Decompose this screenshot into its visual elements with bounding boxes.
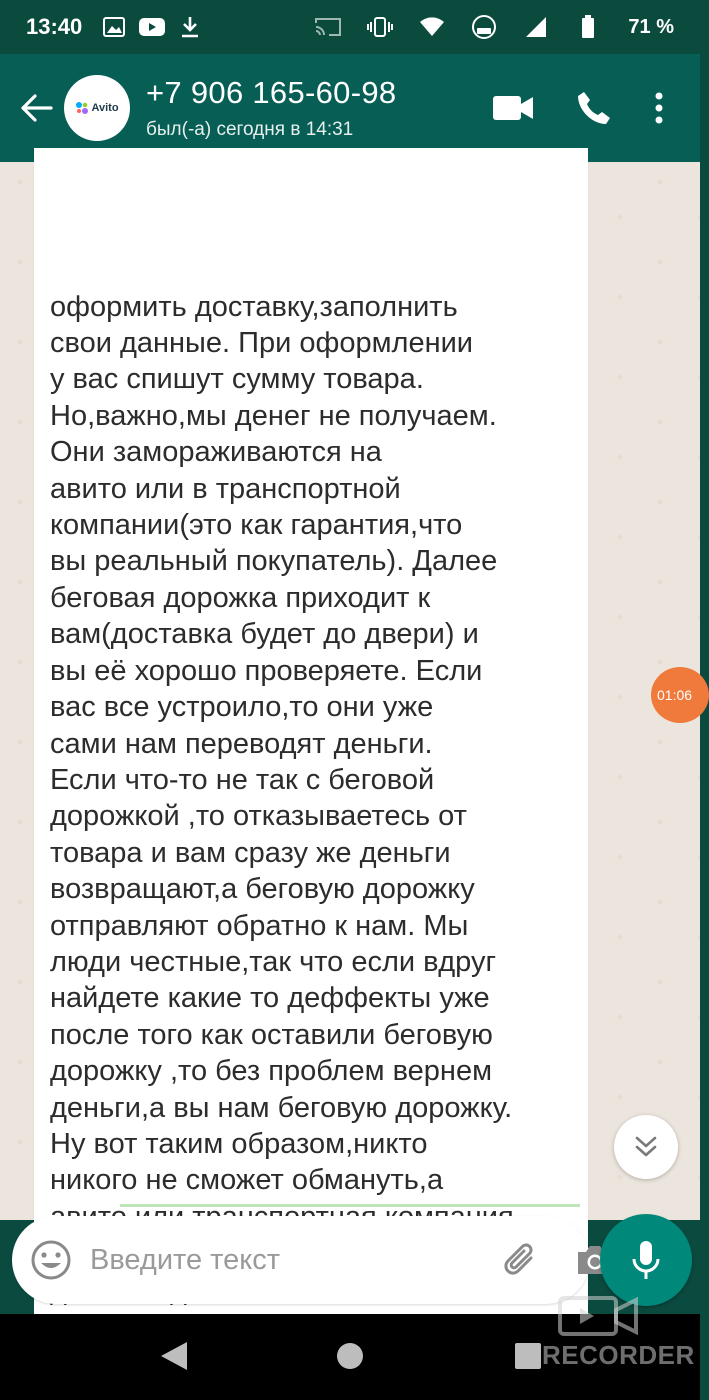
- attach-button[interactable]: [501, 1236, 541, 1284]
- contact-info[interactable]: [146, 75, 492, 141]
- more-options-button[interactable]: [654, 91, 664, 125]
- arrow-left-icon: [19, 93, 53, 123]
- avito-logo-icon: [75, 101, 89, 115]
- circle-home-icon: [335, 1341, 365, 1371]
- signal-icon: [524, 16, 548, 38]
- message-composer: [12, 1216, 590, 1304]
- chat-header: [0, 54, 700, 162]
- last-seen: был(-а) сегодня в 14:31: [146, 119, 354, 140]
- message-text: оформить доставку,заполнить свои данные. При оформлении у вас спишут сумму товара. Но,важно,мы денег не получаем. Они замораживаются на авито или в транспортной компании(это как гарантия,что вы реальный покупатель). Далее беговая дорожка приходит к вам(доставка будет до двери) и вы её хорошо проверяете. Если вас все устроило,то они уже сами нам переводят деньги. Если что-то не так с беговой дорожкой ,то отказываетесь от товара и вам сразу же деньги возвращают,а беговую дорожку отправляют обратно к нам. Мы люди честные,так что если вдруг найдете какие то деффекты уже после того как оставили беговую дорожку ,то без проблем вернем деньги,а вы нам беговую дорожку. Ну вот таким образом,никто никого не сможет обмануть,а: [50, 290, 513, 1197]
- paperclip-icon: [501, 1240, 541, 1280]
- vibrate-icon: [368, 16, 392, 38]
- emoji-icon: [30, 1239, 72, 1281]
- battery-percent: 71 %: [628, 15, 674, 38]
- avatar[interactable]: [64, 75, 130, 141]
- youtube-icon: [140, 16, 164, 38]
- volte-icon: [472, 16, 496, 38]
- gallery-icon: [102, 16, 126, 38]
- video-recorder-icon: [556, 1288, 646, 1338]
- cast-icon: [316, 16, 340, 38]
- back-button[interactable]: [8, 78, 64, 138]
- message-bubble[interactable]: [34, 148, 588, 1350]
- recording-timer-badge[interactable]: 01:06: [651, 667, 709, 723]
- voice-call-button[interactable]: [576, 90, 612, 126]
- contact-name: +7 906 165-60-98: [146, 75, 397, 110]
- double-chevron-down-icon: [633, 1135, 659, 1159]
- more-vertical-icon: [654, 91, 664, 125]
- emoji-button[interactable]: [30, 1238, 72, 1282]
- recorder-watermark: [512, 1280, 700, 1380]
- status-bar: [0, 0, 700, 54]
- triangle-back-icon: [159, 1340, 189, 1372]
- phone-icon: [576, 90, 612, 126]
- microphone-icon: [631, 1239, 661, 1281]
- wifi-icon: [420, 16, 444, 38]
- avatar-label: Avito: [91, 102, 119, 114]
- battery-icon: [576, 16, 600, 38]
- scroll-down-button[interactable]: [614, 1115, 678, 1179]
- nav-back-button[interactable]: [152, 1334, 196, 1378]
- download-icon: [178, 16, 202, 38]
- video-camera-icon: [492, 94, 534, 122]
- message-input[interactable]: [90, 1244, 467, 1277]
- nav-home-button[interactable]: [328, 1334, 372, 1378]
- video-call-button[interactable]: [492, 94, 534, 122]
- recorder-watermark-text: RECORDER: [542, 1340, 695, 1370]
- divider: [120, 1204, 580, 1207]
- status-time: 13:40: [26, 14, 83, 39]
- chat-area[interactable]: [0, 162, 700, 1220]
